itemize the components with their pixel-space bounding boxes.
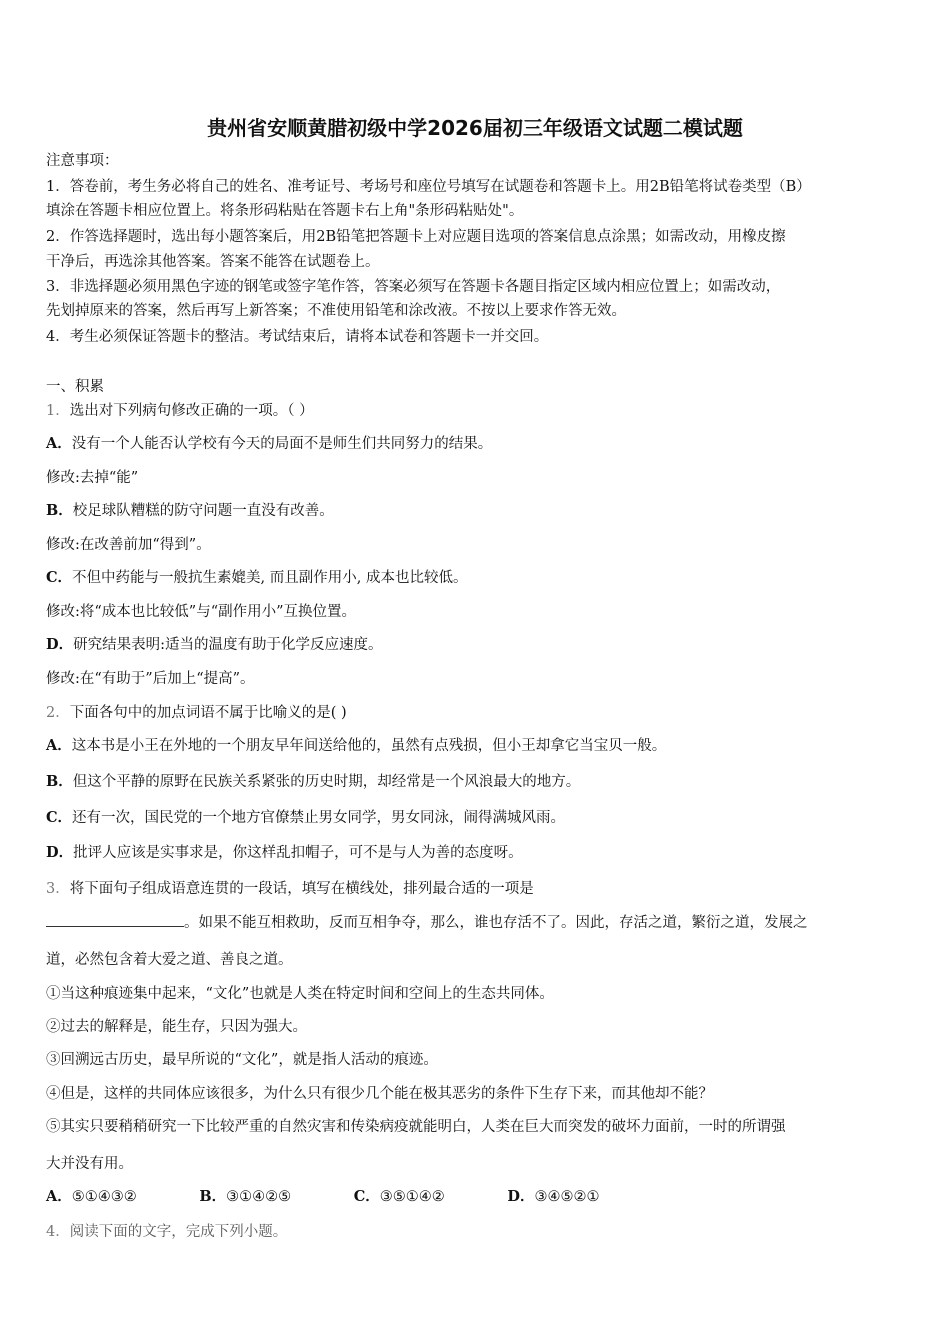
question-number: 2． (46, 705, 70, 721)
option-label: D． (46, 844, 74, 861)
q2-option-b (46, 772, 580, 792)
notice-line: 先划掉原来的答案，然后再写上新答案；不准使用铅笔和涂改液。不按以上要求作答无效。 (46, 303, 626, 319)
option-text: 批评人应该是实事求是，你这样乱扣帽子，可不是与人为善的态度呀。 (73, 845, 523, 861)
q3-choice-a: A．⑤①④③② (46, 1188, 137, 1205)
q3-sentence-1: ①当这种痕迹集中起来，“文化”也就是人类在特定时间和空间上的生态共同体。 (46, 986, 554, 1002)
question-number: 4． (46, 1224, 70, 1240)
q3-sentence-5-cont: 大并没有用。 (46, 1156, 133, 1172)
q1-option-c (46, 568, 467, 588)
question-text: 将下面句子组成语意连贯的一段话，填写在横线处，排列最合适的一项是 (69, 881, 534, 897)
option-label: B． (46, 773, 73, 790)
question-number: 3． (46, 881, 70, 897)
q3-choice-c: C．③⑤①④② (353, 1188, 445, 1205)
q1-fix-c: 修改:将“成本也比较低”与“副作用小”互换位置。 (46, 604, 357, 620)
question-3-stem (46, 879, 534, 899)
question-4-stem (46, 1222, 287, 1242)
option-text: 这本书是小王在外地的一个朋友早年间送给他的，虽然有点残损，但小王却拿它当宝贝一般。 (71, 738, 667, 754)
q1-option-b (46, 501, 334, 521)
answer-blank[interactable] (46, 912, 184, 927)
q1-fix-d: 修改:在“有助于”后加上“提高”。 (46, 671, 255, 687)
option-label: A． (46, 737, 72, 754)
q1-fix-b: 修改:在改善前加“得到”。 (46, 537, 211, 553)
option-label: A． (46, 435, 72, 452)
question-number: 1． (46, 403, 70, 419)
option-text: 研究结果表明:适当的温度有助于化学反应速度。 (73, 637, 383, 653)
option-text: 校足球队糟糕的防守问题一直没有改善。 (72, 503, 334, 519)
passage-text: 。如果不能互相救助，反而互相争夺，那么，谁也存活不了。因此，存活之道，繁衍之道，发展之 (184, 915, 808, 931)
notice-line: 3．非选择题必须用黑色字迹的钢笔或签字笔作答，答案必须写在答题卡各题目指定区域内相应位置上；如需改动， (46, 279, 781, 295)
notice-line: 1．答卷前，考生务必将自己的姓名、准考证号、考场号和座位号填写在试题卷和答题卡上。用2B铅笔将试卷类型（B） (46, 179, 811, 195)
q2-option-a (46, 736, 666, 756)
q3-passage-line-1 (46, 912, 808, 933)
q3-sentence-2: ②过去的解释是，能生存，只因为强大。 (46, 1019, 307, 1035)
notice-line: 填涂在答题卡相应位置上。将条形码粘贴在答题卡右上角"条形码粘贴处"。 (46, 203, 524, 219)
notice-line: 2．作答选择题时，选出每小题答案后，用2B铅笔把答题卡上对应题目选项的答案信息点涂黑；如需改动，用橡皮擦 (46, 229, 786, 245)
q1-option-d (46, 635, 382, 655)
q2-option-c (46, 808, 565, 828)
q3-sentence-5: ⑤其实只要稍稍研究一下比较严重的自然灾害和传染病疫就能明白，人类在巨大而突发的破坏力面前，一时的所谓强 (46, 1119, 786, 1135)
q3-sentence-3: ③回溯远古历史，最早所说的“文化”，就是指人活动的痕迹。 (46, 1052, 438, 1068)
option-text: 但这个平静的原野在民族关系紧张的历史时期，却经常是一个风浪最大的地方。 (72, 774, 581, 790)
q3-choices (46, 1187, 657, 1207)
notice-heading: 注意事项： (46, 153, 119, 169)
q1-option-a (46, 434, 492, 454)
question-2-stem (46, 703, 347, 723)
q3-choice-d: D．③④⑤②① (507, 1188, 600, 1205)
q3-passage-line-2: 道，必然包含着大爱之道、善良之道。 (46, 952, 293, 968)
option-label: C． (46, 809, 73, 826)
q3-sentence-4: ④但是，这样的共同体应该很多，为什么只有很少几个能在极其恶劣的条件下生存下来，而其他却不能？ (46, 1086, 713, 1102)
question-1-stem (46, 401, 314, 421)
q1-fix-a: 修改:去掉“能” (46, 470, 139, 486)
notice-line: 干净后，再选涂其他答案。答案不能答在试题卷上。 (46, 254, 380, 270)
q3-choice-b: B．③①④②⑤ (199, 1188, 292, 1205)
option-label: B． (46, 502, 73, 519)
notice-line: 4．考生必须保证答题卡的整洁。考试结束后，请将本试卷和答题卡一并交回。 (46, 329, 549, 345)
question-text: 下面各句中的加点词语不属于比喻义的是( ) (69, 705, 347, 721)
question-text: 选出对下列病句修改正确的一项。（ ） (69, 403, 314, 419)
option-text: 没有一个人能否认学校有今天的局面不是师生们共同努力的结果。 (71, 436, 493, 452)
question-text: 阅读下面的文字，完成下列小题。 (69, 1224, 288, 1240)
option-text: 还有一次，国民党的一个地方官僚禁止男女同学，男女同泳，闹得满城风雨。 (72, 810, 566, 826)
option-text: 不但中药能与一般抗生素媲美, 而且副作用小, 成本也比较低。 (72, 570, 468, 586)
page-title: 贵州省安顺黄腊初级中学2026届初三年级语文试题二模试题 (207, 116, 743, 140)
q2-option-d (46, 843, 523, 863)
option-label: D． (46, 636, 74, 653)
option-label: C． (46, 569, 73, 586)
section-heading: 一、积累 (46, 379, 104, 395)
